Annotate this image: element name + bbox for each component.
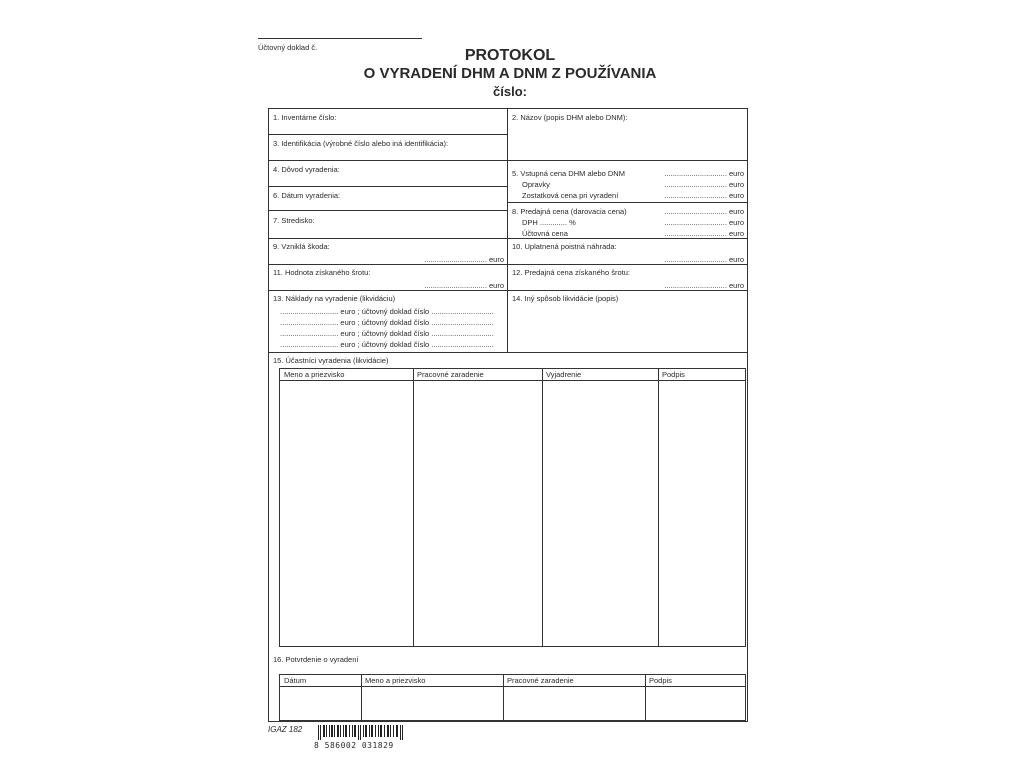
field-inventory-number: 1. Inventárne číslo: — [273, 113, 337, 122]
form-code: IGAZ 182 — [268, 725, 303, 734]
field-vat: DPH ............. % — [522, 218, 576, 227]
field-other-disposal: 14. Iný spôsob likvidácie (popis) — [512, 294, 619, 303]
field-residual-price: Zostatková cena pri vyradení — [522, 191, 619, 200]
costs-line-3: ............................ euro ; účtovný doklad číslo .............................. — [280, 329, 494, 338]
barcode — [318, 725, 404, 740]
euro-line-5c: .............................. euro — [664, 191, 744, 200]
confirmation-header-date: Dátum — [284, 676, 307, 685]
participants-header-statement: Vyjadrenie — [546, 370, 582, 379]
field-depreciation: Opravky — [522, 180, 550, 189]
column-divider — [507, 108, 508, 353]
euro-line-8c: .............................. euro — [664, 229, 744, 238]
field-reason: 4. Dôvod vyradenia: — [273, 165, 340, 174]
confirmation-header-position: Pracovné zaradenie — [507, 676, 574, 685]
euro-line-9: .............................. euro — [424, 255, 504, 264]
field-scrap-sale-price: 12. Predajná cena získaného šrotu: — [512, 268, 630, 277]
euro-line-12: .............................. euro — [664, 281, 744, 290]
euro-line-10: .............................. euro — [664, 255, 744, 264]
field-damage: 9. Vzniklá škoda: — [273, 242, 330, 251]
participants-header-signature: Podpis — [662, 370, 685, 379]
confirmation-header-name: Meno a priezvisko — [365, 676, 426, 685]
euro-line-8a: .............................. euro — [664, 207, 744, 216]
field-book-price: Účtovná cena — [522, 229, 568, 238]
participants-header-position: Pracovné zaradenie — [417, 370, 484, 379]
title-line-1: PROTOKOL — [464, 47, 556, 64]
field-center: 7. Stredisko: — [273, 216, 315, 225]
euro-line-5b: .............................. euro — [664, 180, 744, 189]
field-insurance: 10. Uplatnená poistná náhrada: — [512, 242, 617, 251]
costs-line-4: ............................ euro ; účtovný doklad číslo .............................. — [280, 340, 494, 349]
confirmation-header-signature: Podpis — [649, 676, 672, 685]
costs-line-2: ............................ euro ; účtovný doklad číslo .............................. — [280, 318, 494, 327]
euro-line-8b: .............................. euro — [664, 218, 744, 227]
field-date: 6. Dátum vyradenia: — [273, 191, 341, 200]
barcode-bars-icon — [318, 725, 404, 740]
doc-number-line — [258, 38, 422, 39]
title-line-2: O VYRADENÍ DHM A DNM Z POUŽÍVANIA — [363, 65, 657, 82]
field-sale-price: 8. Predajná cena (darovacia cena) — [512, 207, 627, 216]
section-confirmation: 16. Potvrdenie o vyradení — [273, 655, 359, 664]
field-costs: 13. Náklady na vyradenie (likvidáciu) — [273, 294, 396, 303]
section-participants: 15. Účastníci vyradenia (likvidácie) — [273, 356, 389, 365]
euro-line-5a: .............................. euro — [664, 169, 744, 178]
field-name: 2. Názov (popis DHM alebo DNM): — [512, 113, 628, 122]
participants-header-name: Meno a priezvisko — [284, 370, 345, 379]
field-scrap-value: 11. Hodnota získaného šrotu: — [273, 268, 371, 277]
title-line-3: číslo: — [493, 84, 527, 99]
costs-line-1: ............................ euro ; účtovný doklad číslo .............................. — [280, 307, 494, 316]
accounting-doc-label: Účtovný doklad č. — [258, 43, 318, 52]
participants-table — [279, 368, 746, 647]
field-input-price: 5. Vstupná cena DHM alebo DNM — [512, 169, 625, 178]
barcode-digits: 8 586002 031829 — [314, 741, 394, 750]
euro-line-11: .............................. euro — [424, 281, 504, 290]
field-identification: 3. Identifikácia (výrobné číslo alebo iná identifikácia): — [273, 139, 449, 148]
